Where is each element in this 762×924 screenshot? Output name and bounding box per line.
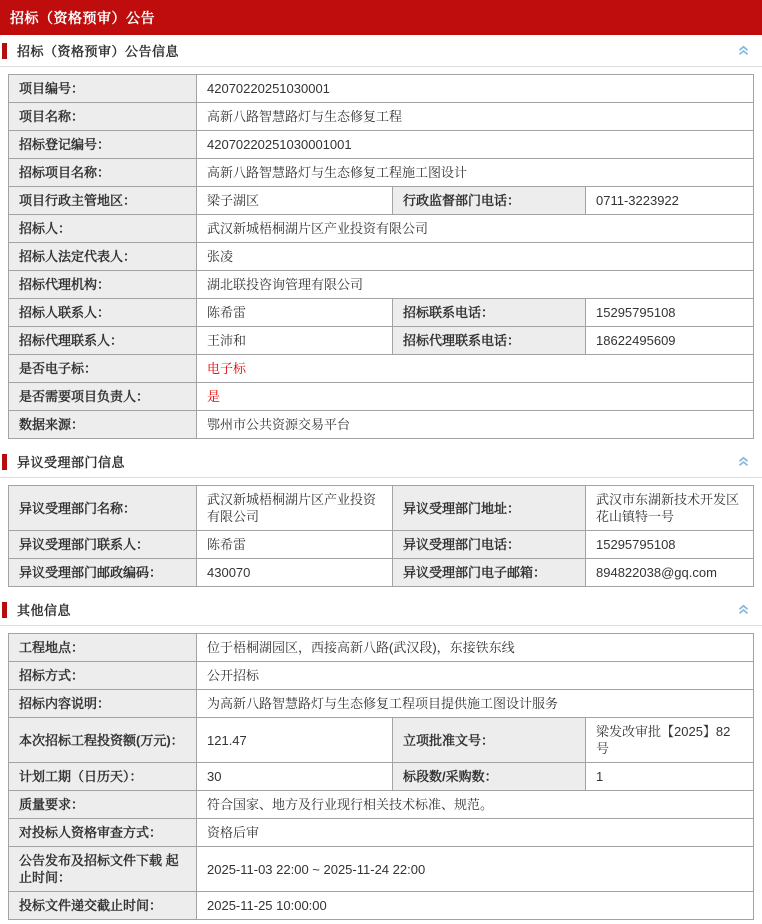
section-objection-dept-info: [0, 446, 762, 587]
other-info-table: [8, 633, 754, 920]
table-row: [9, 103, 754, 131]
field-value: 电子标: [197, 355, 754, 383]
table-row: [9, 892, 754, 920]
field-value: 高新八路智慧路灯与生态修复工程: [197, 103, 754, 131]
table-row: [9, 411, 754, 439]
field-label: 项目编号：: [9, 75, 197, 103]
table-row: [9, 131, 754, 159]
field-value: 陈希雷: [197, 531, 393, 559]
field-label: 是否需要项目负责人：: [9, 383, 197, 411]
field-label: 是否电子标：: [9, 355, 197, 383]
table-row: [9, 215, 754, 243]
field-value: 梁发改审批【2025】82号: [586, 718, 754, 763]
field-value: 0711-3223922: [586, 187, 754, 215]
field-label: 异议受理部门地址：: [393, 486, 586, 531]
field-value: 15295795108: [586, 531, 754, 559]
field-value: 武汉新城梧桐湖片区产业投资有限公司: [197, 486, 393, 531]
field-value: 湖北联投咨询管理有限公司: [197, 271, 754, 299]
table-row: [9, 75, 754, 103]
field-label: 投标文件递交截止时间：: [9, 892, 197, 920]
field-value: 公开招标: [197, 662, 754, 690]
section-header-other-info: [0, 594, 762, 626]
section-title: 异议受理部门信息: [17, 455, 126, 470]
field-value: 15295795108: [586, 299, 754, 327]
field-label: 项目名称：: [9, 103, 197, 131]
field-value: 资格后审: [197, 819, 754, 847]
field-value: 武汉市东湖新技术开发区花山镇特一号: [586, 486, 754, 531]
field-label: 质量要求：: [9, 791, 197, 819]
table-row: [9, 327, 754, 355]
field-value: 2025-11-03 22:00 ~ 2025-11-24 22:00: [197, 847, 754, 892]
table-row: [9, 662, 754, 690]
field-value: 鄂州市公共资源交易平台: [197, 411, 754, 439]
field-label: 招标人：: [9, 215, 197, 243]
double-chevron-up-icon[interactable]: [737, 455, 750, 468]
field-label: 招标方式：: [9, 662, 197, 690]
field-value: 陈希雷: [197, 299, 393, 327]
page-title: 招标（资格预审）公告: [10, 10, 155, 26]
field-value: 894822038@gq.com: [586, 559, 754, 587]
field-value: 是: [197, 383, 754, 411]
table-row: [9, 847, 754, 892]
field-label: 标段数/采购数：: [393, 763, 586, 791]
field-value: 符合国家、地方及行业现行相关技术标准、规范。: [197, 791, 754, 819]
section-announcement-info: [0, 35, 762, 439]
field-label: 招标人法定代表人：: [9, 243, 197, 271]
field-label: 招标内容说明：: [9, 690, 197, 718]
field-label: 对投标人资格审查方式：: [9, 819, 197, 847]
table-row: [9, 271, 754, 299]
field-value: 王沛和: [197, 327, 393, 355]
field-value: 30: [197, 763, 393, 791]
page-title-bar: [0, 0, 762, 35]
field-value: 1: [586, 763, 754, 791]
field-label: 异议受理部门电话：: [393, 531, 586, 559]
table-row: [9, 383, 754, 411]
field-label: 行政监督部门电话：: [393, 187, 586, 215]
field-value: 武汉新城梧桐湖片区产业投资有限公司: [197, 215, 754, 243]
field-value: 位于梧桐湖园区，西接高新八路(武汉段)，东接铁东线: [197, 634, 754, 662]
field-label: 招标代理联系电话：: [393, 327, 586, 355]
table-row: [9, 791, 754, 819]
field-value: 2025-11-25 10:00:00: [197, 892, 754, 920]
field-label: 异议受理部门邮政编码：: [9, 559, 197, 587]
table-row: [9, 159, 754, 187]
table-row: [9, 531, 754, 559]
field-value: 42070220251030001: [197, 75, 754, 103]
field-label: 异议受理部门联系人：: [9, 531, 197, 559]
table-row: [9, 187, 754, 215]
field-value: 430070: [197, 559, 393, 587]
section-header-objection-dept: [0, 446, 762, 478]
field-value: 梁子湖区: [197, 187, 393, 215]
section-other-info: [0, 594, 762, 920]
field-label: 招标联系电话：: [393, 299, 586, 327]
field-label: 本次招标工程投资额(万元)：: [9, 718, 197, 763]
field-label: 公告发布及招标文件下载 起止时间：: [9, 847, 197, 892]
table-row: [9, 486, 754, 531]
red-accent-bar: [2, 454, 7, 470]
field-label: 异议受理部门名称：: [9, 486, 197, 531]
field-label: 立项批准文号：: [393, 718, 586, 763]
field-label: 招标代理机构：: [9, 271, 197, 299]
field-value: 121.47: [197, 718, 393, 763]
section-header-announcement-info: [0, 35, 762, 67]
table-row: [9, 559, 754, 587]
table-row: [9, 690, 754, 718]
field-label: 招标登记编号：: [9, 131, 197, 159]
section-title: 招标（资格预审）公告信息: [17, 44, 180, 59]
field-label: 招标人联系人：: [9, 299, 197, 327]
section-title: 其他信息: [17, 603, 72, 618]
table-row: [9, 299, 754, 327]
table-row: [9, 355, 754, 383]
field-value: 42070220251030001001: [197, 131, 754, 159]
field-value: 为高新八路智慧路灯与生态修复工程项目提供施工图设计服务: [197, 690, 754, 718]
announcement-info-table: [8, 74, 754, 439]
table-row: [9, 819, 754, 847]
red-accent-bar: [2, 43, 7, 59]
field-value: 18622495609: [586, 327, 754, 355]
field-value: 张凌: [197, 243, 754, 271]
field-label: 项目行政主管地区：: [9, 187, 197, 215]
red-accent-bar: [2, 602, 7, 618]
field-label: 计划工期（日历天）：: [9, 763, 197, 791]
field-label: 招标代理联系人：: [9, 327, 197, 355]
field-label: 工程地点：: [9, 634, 197, 662]
table-row: [9, 718, 754, 763]
double-chevron-up-icon[interactable]: [737, 603, 750, 616]
objection-dept-table: [8, 485, 754, 587]
table-row: [9, 634, 754, 662]
field-label: 数据来源：: [9, 411, 197, 439]
double-chevron-up-icon[interactable]: [737, 44, 750, 57]
field-value: 高新八路智慧路灯与生态修复工程施工图设计: [197, 159, 754, 187]
table-row: [9, 243, 754, 271]
field-label: 招标项目名称：: [9, 159, 197, 187]
table-row: [9, 763, 754, 791]
field-label: 异议受理部门电子邮箱：: [393, 559, 586, 587]
